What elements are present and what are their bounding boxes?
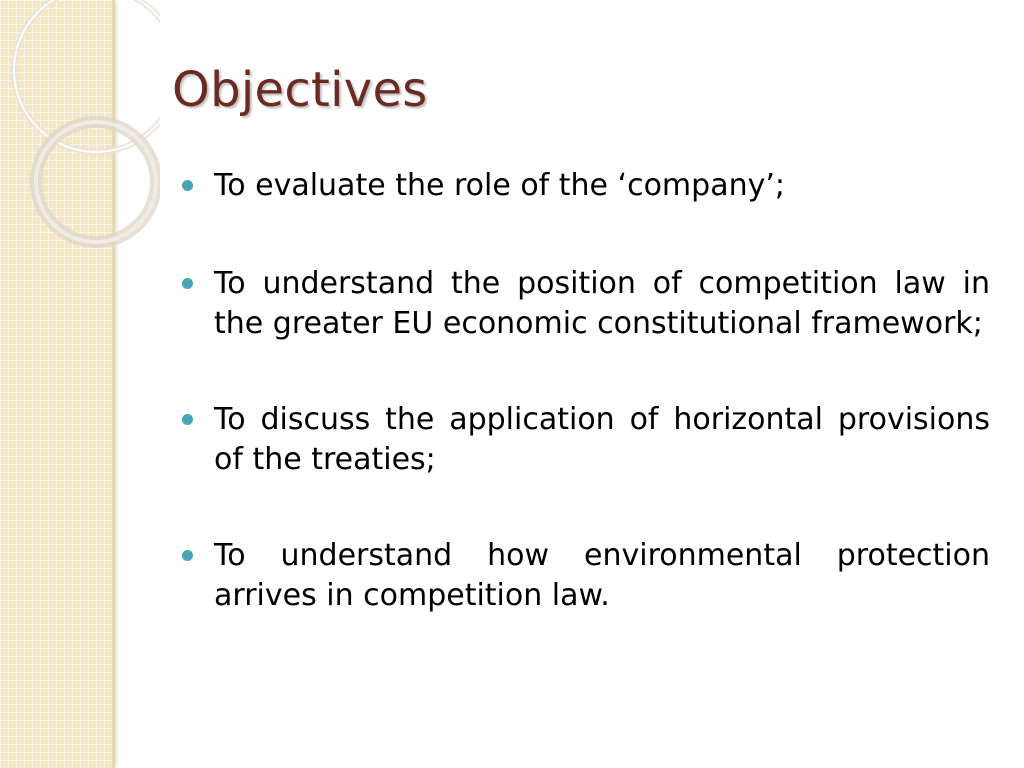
slide-title: Objectives (172, 62, 428, 118)
list-item (182, 400, 990, 480)
objectives-list (182, 166, 990, 672)
bullet-dot-icon (182, 550, 193, 561)
list-item-text: To discuss the application of horizontal provisions of the treaties; (214, 402, 990, 477)
list-item-text: To understand how environmental protection arrives in competition law. (214, 538, 990, 613)
list-item (182, 166, 990, 206)
decorative-rings (0, 0, 160, 260)
bullet-dot-icon (182, 414, 193, 425)
list-item (182, 536, 990, 616)
list-item-text: To understand the position of competition law in the greater EU economic constitutional framework; (214, 266, 990, 341)
list-item (182, 264, 990, 344)
bullet-dot-icon (182, 278, 193, 289)
list-item-text: To evaluate the role of the ‘company’; (214, 168, 785, 203)
bullet-dot-icon (182, 180, 193, 191)
